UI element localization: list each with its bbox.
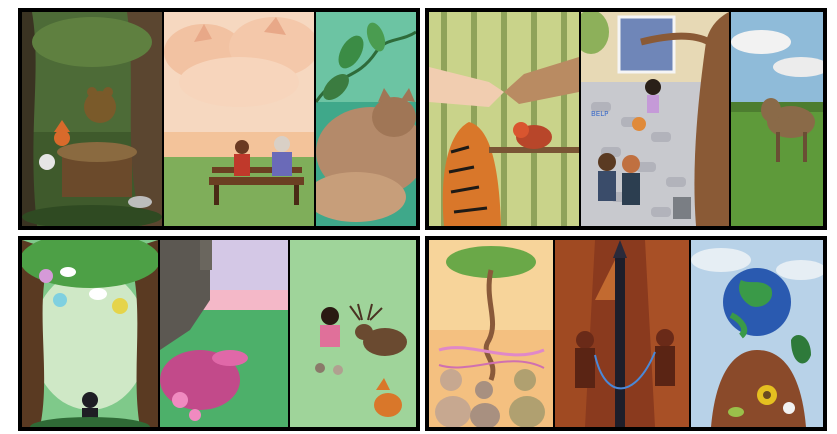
painting-tree-of-connection: [429, 240, 553, 427]
painting-handshake-tiger: [429, 12, 579, 226]
painting-pink-creature: [160, 240, 288, 427]
painting-cloud-animals-bench: [164, 12, 314, 226]
painting-forest-tea-party: [22, 12, 162, 226]
painting-woman-moose-fox: [290, 240, 416, 427]
painting-earth-head: [691, 240, 823, 427]
panel-top-left: [18, 8, 420, 230]
painting-cat-and-leaves: [316, 12, 416, 226]
panel-bottom-left: [18, 236, 420, 431]
panel-bottom-right: [425, 236, 827, 431]
painting-tin-can-phone: [555, 240, 689, 427]
painting-birds-tree: [22, 240, 158, 427]
painting-city-street: [581, 12, 729, 226]
painting-horse-meadow: [731, 12, 823, 226]
panel-top-right: [425, 8, 827, 230]
belp-sign: BELP: [591, 110, 609, 118]
